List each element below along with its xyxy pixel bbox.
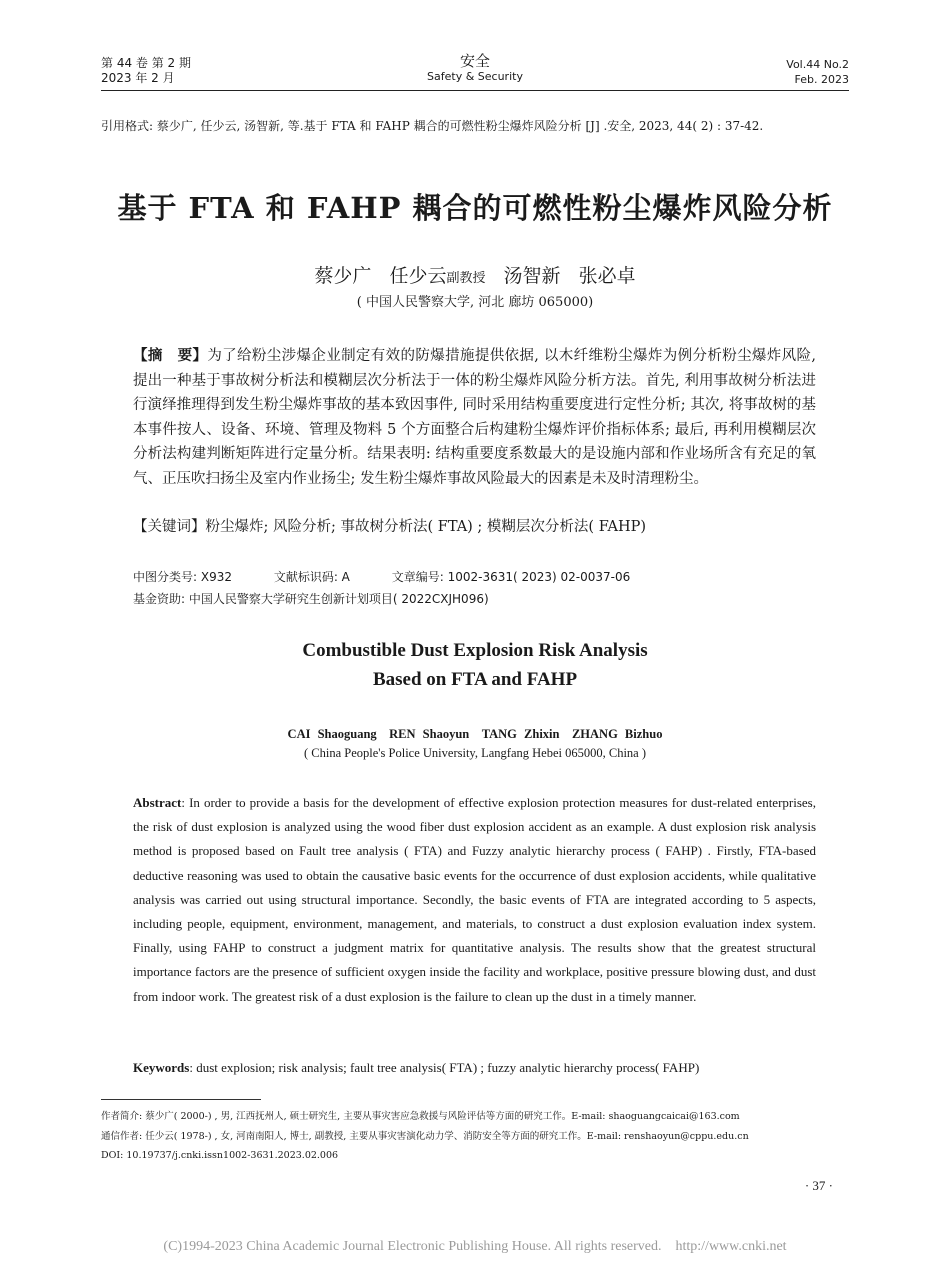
keywords-text-en: : dust explosion; risk analysis; fault tree analysis( FTA) ; fuzzy analytic hierarchy process( FAHP)	[189, 1060, 700, 1075]
abstract-label-zh: 【摘 要】	[133, 347, 208, 364]
keywords-label-zh: 【关键词】	[133, 519, 206, 535]
keywords-zh	[133, 516, 816, 538]
running-header-left	[101, 56, 191, 86]
author-name: 蔡少广	[314, 265, 372, 287]
keywords-text-zh: 粉尘爆炸; 风险分析; 事故树分析法( FTA) ; 模糊层次分析法( FAHP)	[205, 519, 647, 535]
running-header-right	[786, 57, 849, 87]
date-en: Feb. 2023	[794, 73, 849, 86]
date-zh: 2023 年 2 月	[101, 71, 175, 85]
authors-zh	[0, 261, 950, 288]
abstract-text-en: : In order to provide a basis for the development of effective explosion protection measures for dust-related enterprises, the risk of dust explosion is analyzed using the wood fiber dust explosion accident as an example. A dust explosion risk analysis method is proposed based on Fault tree analysis ( FTA) and Fuzzy analytic hierarchy process ( FAHP) . Firstly, FTA-based deductive reasoning was used to obtain the causative basic events for the occurrence of dust explosion accidents, while qualitative analysis was carried out using structural importance. Secondly, the basic events of FTA are integrated according to 5 aspects, including people, equipment, environment, management, and materials, to construct a dust explosion evaluation index system. Finally, using FAHP to construct a judgment matrix for quantitative analysis. The results show that the greatest structural importance factors are the presence of sufficient oxygen inside the facility and workplace, positive pressure blowing dust, and dust from indoor work. The greatest risk of a dust explosion is the failure to clean up the dust in a timely manner.	[133, 795, 816, 1004]
document-code: 文献标识码: A	[273, 570, 350, 584]
affiliation-en: ( China People's Police University, Langfang Hebei 065000, China )	[304, 746, 646, 760]
title-en-line: Based on FTA and FAHP	[372, 669, 578, 690]
volume-issue-en: Vol.44 No.2	[786, 58, 849, 71]
running-header-center	[325, 52, 625, 84]
header-rule	[101, 90, 849, 91]
author-name: 张必卓	[578, 265, 636, 287]
author-title: 副教授	[446, 271, 486, 286]
abstract-label-en: Abstract	[133, 795, 182, 810]
abstract-en	[133, 791, 816, 1009]
article-number: 文章编号: 1002-3631( 2023) 02-0037-06	[391, 570, 631, 584]
authors-en: CAI Shaoguang REN Shaoyun TANG Zhixin ZHANG Bizhuo	[287, 727, 663, 741]
clc-number: 中图分类号: X932	[133, 570, 232, 584]
keywords-en	[133, 1057, 816, 1079]
funding: 基金资助: 中国人民警察大学研究生创新计划项目( 2022CXJH096)	[133, 592, 489, 606]
footnote-doi: DOI: 10.19737/j.cnki.issn1002-3631.2023.02.006	[101, 1150, 339, 1161]
journal-name-zh: 安全	[459, 52, 490, 70]
page-number: · 37 ·	[804, 1178, 833, 1193]
journal-name-en: Safety & Security	[427, 70, 523, 83]
volume-issue-zh: 第 44 卷 第 2 期	[101, 56, 191, 70]
keywords-label-en: Keywords	[133, 1060, 190, 1075]
footnotes	[101, 1107, 861, 1166]
copyright-notice: (C)1994-2023 China Academic Journal Electronic Publishing House. All rights reserved. http://www.cnki.net	[163, 1239, 787, 1254]
abstract-text-zh: 为了给粉尘涉爆企业制定有效的防爆措施提供依据, 以木纤维粉尘爆炸为例分析粉尘爆炸风险, 提出一种基于事故树分析法和模糊层次分析法于一体的粉尘爆炸风险分析方法。首先, 利用事故树分析法进行演绎推理得到发生粉尘爆炸事故的基本致因事件, 同时采用结构重要度进行定性分析; 其次, 将事故树的基本事件按人、设备、环境、管理及物料 5 个方面整合后构建粉尘爆炸评价指标体系; 最后, 再利用模糊层次分析法构建判断矩阵进行定量分析。结果表明: 结构重要度系数最大的是设施内部和作业场所含有充足的氧气、正压吹扫扬尘及室内作业扬尘; 发生粉尘爆炸事故风险最大的因素是未及时清理粉尘。	[133, 348, 816, 487]
author-name: 汤智新	[503, 265, 561, 287]
article-metadata	[133, 566, 668, 610]
footnote-rule	[101, 1099, 261, 1100]
footnote-corresponding-author: 通信作者: 任少云( 1978-) , 女, 河南南阳人, 博士, 副教授, 主要从事灾害演化动力学、消防安全等方面的研究工作。E-mail: renshaoyun@cppu.edu.cn	[101, 1130, 749, 1142]
title-en-line: Combustible Dust Explosion Risk Analysis	[302, 640, 648, 661]
affiliation-zh: ( 中国人民警察大学, 河北 廊坊 065000)	[356, 295, 594, 310]
paper-title-en	[0, 636, 950, 694]
citation-format: 引用格式: 蔡少广, 任少云, 汤智新, 等.基于 FTA 和 FAHP 耦合的可燃性粉尘爆炸风险分析 [J] .安全, 2023, 44( 2) : 37-42.	[101, 119, 764, 133]
author-name: 任少云副教授	[389, 265, 486, 287]
footnote-author-bio: 作者简介: 蔡少广( 2000-) , 男, 江西抚州人, 硕士研究生, 主要从事灾害应急救援与风险评估等方面的研究工作。E-mail: shaoguangcaicai@163.com	[101, 1111, 740, 1122]
abstract-zh	[133, 344, 816, 491]
paper-title-zh: 基于 FTA 和 FAHP 耦合的可燃性粉尘爆炸风险分析	[117, 191, 833, 225]
